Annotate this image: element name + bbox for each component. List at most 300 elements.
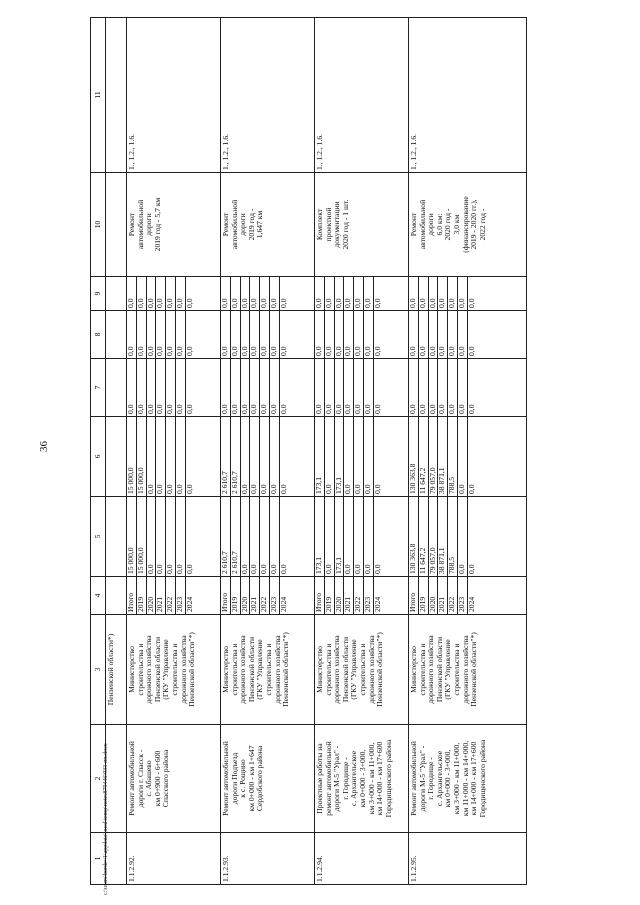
year-row xyxy=(448,577,458,614)
value-cell: 0,0 xyxy=(221,277,230,310)
value-cell: 0,0 xyxy=(354,277,364,310)
value-cell: Итого xyxy=(315,577,324,614)
value-cell: 0,0 xyxy=(175,417,185,496)
year-subtable xyxy=(409,417,477,496)
funding-c6 xyxy=(221,417,315,497)
year-row xyxy=(166,277,176,310)
value-cell: 2 610,7 xyxy=(230,497,240,576)
cell-line: дорожного хозяйства xyxy=(460,635,470,704)
cell-line: с. Архангельское xyxy=(349,750,359,807)
year-subtable xyxy=(127,311,195,358)
cell-line: строительства и xyxy=(323,643,333,696)
value-cell: 0,0 xyxy=(457,417,467,496)
value-cell: 0,0 xyxy=(409,359,418,416)
value-cell: 0,0 xyxy=(166,417,176,496)
executor xyxy=(221,615,315,725)
value-cell: 0,0 xyxy=(344,417,354,496)
value-cell: 173,1 xyxy=(334,497,344,576)
value-cell: 0,0 xyxy=(278,404,288,414)
cell-line: Спасского района xyxy=(161,749,171,808)
continued-cell xyxy=(106,577,127,615)
year-row xyxy=(221,577,230,614)
value-cell: 0,0 xyxy=(184,346,194,356)
indicator-links: 1., 1.2., 1.6. xyxy=(221,18,315,173)
year-row xyxy=(354,311,364,358)
year-row xyxy=(175,311,185,358)
activity-name xyxy=(315,725,409,833)
year-row xyxy=(127,497,136,576)
value-cell: 0,0 xyxy=(184,298,194,308)
value-cell: 0,0 xyxy=(146,359,156,416)
year-row xyxy=(175,277,185,310)
year-row xyxy=(448,497,458,576)
funding-c5 xyxy=(315,497,409,577)
value-cell: 0,0 xyxy=(175,277,185,310)
value-cell: 0,0 xyxy=(184,484,194,494)
year-row xyxy=(409,277,418,310)
year-row xyxy=(418,417,428,496)
value-cell: 0,0 xyxy=(156,277,166,310)
year-row xyxy=(127,311,136,358)
year-subtable xyxy=(409,497,477,576)
year-subtable xyxy=(127,497,195,576)
value-cell: 0,0 xyxy=(428,359,438,416)
year-row xyxy=(230,417,240,496)
value-cell: 0,0 xyxy=(136,359,146,416)
indicator-links: 1., 1.2., 1.6. xyxy=(315,18,409,173)
cell-line: Ремонт xyxy=(221,212,230,237)
table-row xyxy=(409,18,527,885)
year-subtable xyxy=(221,417,289,496)
value-cell: 0,0 xyxy=(324,417,334,496)
year-row xyxy=(185,277,194,310)
row-number: 1.1.2.92. xyxy=(127,833,221,885)
year-row xyxy=(279,359,288,416)
cell-line: Городищенского района xyxy=(383,739,393,818)
year-row xyxy=(448,359,458,416)
year-row xyxy=(230,311,240,358)
cell-line: км 0+900 - 6+600 xyxy=(152,750,162,807)
cell-line: Ремонт xyxy=(409,212,418,237)
year-subtable xyxy=(127,359,195,416)
cell-line: дорожного хозяйства xyxy=(178,635,188,704)
value-cell: 0,0 xyxy=(230,277,240,310)
value-cell: 2021 xyxy=(344,577,354,614)
cell-line: 2020 год - xyxy=(443,208,453,241)
value-cell: 0,0 xyxy=(230,311,240,358)
value-cell: 0,0 xyxy=(184,404,194,414)
value-cell: 0,0 xyxy=(457,497,467,576)
year-row xyxy=(127,277,136,310)
value-cell: 0,0 xyxy=(166,277,176,310)
cell-line: с. Абашево xyxy=(144,760,154,797)
cell-line: автомобильной xyxy=(229,199,239,250)
funding-c6 xyxy=(409,417,527,497)
executor xyxy=(127,615,221,725)
year-row xyxy=(279,277,288,310)
header-cell: 3 xyxy=(91,615,106,725)
year-row xyxy=(418,311,428,358)
value-cell: 0,0 xyxy=(146,311,156,358)
year-row xyxy=(136,311,146,358)
year-row xyxy=(324,277,334,310)
year-row xyxy=(467,417,476,496)
value-cell: 0,0 xyxy=(269,311,279,358)
header-cell: 1 xyxy=(91,833,106,885)
value-cell: 0,0 xyxy=(466,564,476,574)
cell-line: дорожного хозяйства xyxy=(426,635,436,704)
value-cell: 0,0 xyxy=(269,359,279,416)
value-cell: 173,1 xyxy=(315,497,324,576)
year-row xyxy=(324,497,334,576)
cell-line: км 14+000 - км 17+600 xyxy=(469,741,479,816)
header-cell: 6 xyxy=(91,417,106,497)
years-column xyxy=(127,577,221,615)
cell-line: км 3+000 - км 11+000, xyxy=(451,742,461,815)
year-subtable xyxy=(315,277,383,310)
value-cell: 0,0 xyxy=(334,359,344,416)
year-row xyxy=(354,577,364,614)
value-cell: 2021 xyxy=(156,577,166,614)
value-cell: 0,0 xyxy=(240,359,250,416)
funding-c7 xyxy=(221,359,315,417)
row-number: 1.1.2.94. xyxy=(315,833,409,885)
year-subtable xyxy=(409,277,477,310)
value-cell: 0,0 xyxy=(428,277,438,310)
year-row xyxy=(363,311,373,358)
value-cell: 2019 xyxy=(324,577,334,614)
funding-c8 xyxy=(315,311,409,359)
value-cell: 2020 xyxy=(146,577,156,614)
year-row xyxy=(136,497,146,576)
value-cell: 38 871,1 xyxy=(438,497,448,576)
cell-line: км 11+000 - км 14+000, xyxy=(460,740,470,817)
year-row xyxy=(315,311,324,358)
value-cell: 2022 xyxy=(354,577,364,614)
continued-cell xyxy=(106,725,127,833)
year-subtable xyxy=(221,497,289,576)
value-cell: 0,0 xyxy=(457,277,467,310)
continued-cell: Пензенской области*) xyxy=(106,615,127,725)
cell-line: 6,0 км: xyxy=(434,213,444,236)
value-cell: 0,0 xyxy=(457,359,467,416)
year-row xyxy=(315,277,324,310)
cell-line: строительства и xyxy=(451,643,461,696)
year-row xyxy=(363,417,373,496)
cell-line: Ремонт автомобильной xyxy=(409,741,418,816)
year-row xyxy=(230,497,240,576)
value-cell: 0,0 xyxy=(354,497,364,576)
year-row xyxy=(467,277,476,310)
value-cell: 0,0 xyxy=(278,484,288,494)
cell-line: Ремонт автомобильной xyxy=(221,741,230,816)
year-row xyxy=(127,359,136,416)
value-cell: Итого xyxy=(221,577,230,614)
cell-line: строительства и xyxy=(229,643,239,696)
value-cell: 0,0 xyxy=(372,484,382,494)
cell-line: дорожного хозяйства xyxy=(238,635,248,704)
value-cell: 0,0 xyxy=(175,311,185,358)
value-cell: 0,0 xyxy=(221,359,230,416)
value-cell: 0,0 xyxy=(278,346,288,356)
value-cell: 2022 xyxy=(260,577,270,614)
value-cell: 0,0 xyxy=(457,311,467,358)
row-number: 1.1.2.93. xyxy=(221,833,315,885)
value-cell: 0,0 xyxy=(344,359,354,416)
year-row xyxy=(166,359,176,416)
value-cell: 0,0 xyxy=(363,359,373,416)
value-cell: 0,0 xyxy=(269,417,279,496)
year-row xyxy=(175,577,185,614)
continued-row xyxy=(106,18,127,885)
value-cell: 79 057,0 xyxy=(428,417,438,496)
value-cell: 0,0 xyxy=(127,311,136,358)
cell-line: к с. Рощино xyxy=(238,759,248,798)
value-cell: 130 363,8 xyxy=(409,417,418,496)
cell-line: км 14+000 - км 17+600 xyxy=(375,741,385,816)
value-cell: 2022 xyxy=(448,577,458,614)
value-cell: 2020 xyxy=(428,577,438,614)
activity-name xyxy=(409,725,527,833)
year-subtable xyxy=(409,577,477,614)
value-cell: 15 000,0 xyxy=(136,497,146,576)
year-row xyxy=(315,417,324,496)
years-column xyxy=(409,577,527,615)
value-cell: 0,0 xyxy=(240,311,250,358)
value-cell: 0,0 xyxy=(372,404,382,414)
program-table xyxy=(90,17,527,885)
value-cell: 0,0 xyxy=(260,277,270,310)
value-cell: 2021 xyxy=(250,577,260,614)
funding-c6 xyxy=(315,417,409,497)
cell-line: Ремонт автомобильной xyxy=(127,741,136,816)
year-row xyxy=(260,277,270,310)
year-subtable xyxy=(315,417,383,496)
header-row xyxy=(91,18,106,885)
funding-c8 xyxy=(409,311,527,359)
value-cell: 0,0 xyxy=(354,417,364,496)
year-row xyxy=(269,359,279,416)
value-cell: 2024 xyxy=(278,596,288,612)
cell-line: Пензенской области xyxy=(340,636,350,703)
value-cell: 0,0 xyxy=(354,359,364,416)
value-cell: 2019 xyxy=(230,577,240,614)
continued-cell xyxy=(106,277,127,311)
year-row xyxy=(185,311,194,358)
year-row xyxy=(260,577,270,614)
funding-c7 xyxy=(127,359,221,417)
value-cell: 0,0 xyxy=(438,359,448,416)
cell-line: ремонт автомобильной xyxy=(323,741,333,816)
value-cell: 0,0 xyxy=(409,277,418,310)
value-cell: 0,0 xyxy=(278,298,288,308)
value-cell: 0,0 xyxy=(156,497,166,576)
value-cell: 0,0 xyxy=(260,497,270,576)
cell-line: дороги М-5 "Урал" - xyxy=(417,745,427,812)
year-row xyxy=(185,417,194,496)
year-row xyxy=(269,497,279,576)
cell-line: Городищенского района xyxy=(477,739,487,818)
value-cell: 2020 xyxy=(334,577,344,614)
cell-line: 2019 - 2020 гг.), xyxy=(469,199,479,250)
cell-line: км 0+000 - 3+000, xyxy=(357,749,367,808)
year-row xyxy=(279,417,288,496)
value-cell: 2024 xyxy=(372,596,382,612)
year-row xyxy=(373,359,382,416)
value-cell: 0,0 xyxy=(372,298,382,308)
cell-line: г. Городище - xyxy=(340,757,350,800)
year-row xyxy=(457,311,467,358)
cell-line: дороги xyxy=(426,213,436,236)
year-row xyxy=(418,359,428,416)
value-cell: 11 647,2 xyxy=(418,417,428,496)
value-cell: 0,0 xyxy=(184,564,194,574)
value-cell: 0,0 xyxy=(156,311,166,358)
value-cell: 0,0 xyxy=(354,311,364,358)
page-number: 36 xyxy=(38,441,50,452)
value-cell: 0,0 xyxy=(250,359,260,416)
cell-line: строительства и xyxy=(357,643,367,696)
value-cell: 0,0 xyxy=(230,359,240,416)
year-row xyxy=(260,497,270,576)
cell-line: 2020 год - 1 шт. xyxy=(340,199,350,250)
cell-line: 2019 год - 5,7 км xyxy=(152,197,162,252)
indicator-links: 1., 1.2., 1.6. xyxy=(127,18,221,173)
value-cell: 0,0 xyxy=(418,359,428,416)
year-row xyxy=(354,497,364,576)
value-cell: 0,0 xyxy=(428,311,438,358)
year-row xyxy=(136,417,146,496)
funding-c5 xyxy=(221,497,315,577)
year-row xyxy=(467,577,476,614)
year-subtable xyxy=(315,311,383,358)
year-row xyxy=(166,497,176,576)
expected-result xyxy=(221,173,315,277)
year-row xyxy=(409,497,418,576)
cell-line: км 3+000 - км 11+000, xyxy=(366,742,376,815)
year-row xyxy=(448,417,458,496)
header-cell: 4 xyxy=(91,577,106,615)
value-cell: 0,0 xyxy=(166,359,176,416)
year-row xyxy=(409,577,418,614)
value-cell: 79 057,0 xyxy=(428,497,438,576)
value-cell: 0,0 xyxy=(409,311,418,358)
year-subtable xyxy=(315,577,383,614)
year-row xyxy=(166,417,176,496)
executor xyxy=(409,615,527,725)
year-row xyxy=(269,311,279,358)
year-row xyxy=(418,497,428,576)
row-number: 1.1.2.95. xyxy=(409,833,527,885)
value-cell: 0,0 xyxy=(448,359,458,416)
cell-line: г. Городище - xyxy=(426,757,436,800)
rotated-table-page xyxy=(90,18,498,885)
value-cell: Итого xyxy=(127,577,136,614)
value-cell: 0,0 xyxy=(136,311,146,358)
year-row xyxy=(467,359,476,416)
value-cell: 0,0 xyxy=(269,277,279,310)
years-column xyxy=(315,577,409,615)
years-column xyxy=(221,577,315,615)
value-cell: 0,0 xyxy=(240,417,250,496)
cell-line: Пензенской области"*) xyxy=(469,632,479,707)
value-cell: 2023 xyxy=(363,577,373,614)
year-row xyxy=(230,577,240,614)
year-subtable xyxy=(409,311,477,358)
cell-line: км 0+000 - 3+000, xyxy=(443,749,453,808)
value-cell: 0,0 xyxy=(146,277,156,310)
year-row xyxy=(324,359,334,416)
year-row xyxy=(354,417,364,496)
year-row xyxy=(315,359,324,416)
year-row xyxy=(373,311,382,358)
expected-result xyxy=(315,173,409,277)
cell-line: Пензенской области xyxy=(434,636,444,703)
cell-line: Министерство xyxy=(221,646,230,693)
value-cell: 0,0 xyxy=(372,346,382,356)
year-row xyxy=(373,277,382,310)
value-cell: 0,0 xyxy=(250,277,260,310)
year-row xyxy=(185,359,194,416)
year-row xyxy=(457,417,467,496)
value-cell: 0,0 xyxy=(260,359,270,416)
cell-line: (ГКУ "Управление xyxy=(443,639,453,700)
value-cell: 0,0 xyxy=(363,417,373,496)
value-cell: 0,0 xyxy=(166,497,176,576)
value-cell: 0,0 xyxy=(334,277,344,310)
value-cell: 0,0 xyxy=(175,359,185,416)
executor xyxy=(315,615,409,725)
cell-line: строительства и xyxy=(135,643,145,696)
value-cell: 0,0 xyxy=(363,497,373,576)
cell-line: автомобильной xyxy=(135,199,145,250)
continued-cell xyxy=(106,173,127,277)
year-row xyxy=(279,311,288,358)
funding-c7 xyxy=(315,359,409,417)
value-cell: 2023 xyxy=(269,577,279,614)
header-cell: 8 xyxy=(91,311,106,359)
value-cell: 0,0 xyxy=(324,359,334,416)
year-row xyxy=(324,577,334,614)
value-cell: 0,0 xyxy=(175,497,185,576)
value-cell: 0,0 xyxy=(466,346,476,356)
cell-line: Министерство xyxy=(315,646,324,693)
value-cell: 0,0 xyxy=(315,311,324,358)
year-row xyxy=(373,577,382,614)
funding-c9 xyxy=(409,277,527,311)
value-cell: 0,0 xyxy=(146,417,156,496)
value-cell: 15 000,0 xyxy=(127,417,136,496)
value-cell: 0,0 xyxy=(438,311,448,358)
value-cell: 0,0 xyxy=(260,311,270,358)
value-cell: 0,0 xyxy=(127,277,136,310)
expected-result xyxy=(409,173,527,277)
continued-cell xyxy=(106,417,127,497)
continued-cell xyxy=(106,497,127,577)
year-row xyxy=(324,311,334,358)
value-cell: 0,0 xyxy=(334,311,344,358)
funding-c8 xyxy=(221,311,315,359)
continued-cell xyxy=(106,359,127,417)
value-cell: 0,0 xyxy=(136,277,146,310)
year-row xyxy=(260,359,270,416)
year-subtable xyxy=(127,417,195,496)
value-cell: 173,1 xyxy=(315,417,324,496)
year-subtable xyxy=(315,359,383,416)
year-row xyxy=(409,417,418,496)
year-row xyxy=(373,417,382,496)
cell-line: Проектные работы на xyxy=(315,743,324,814)
